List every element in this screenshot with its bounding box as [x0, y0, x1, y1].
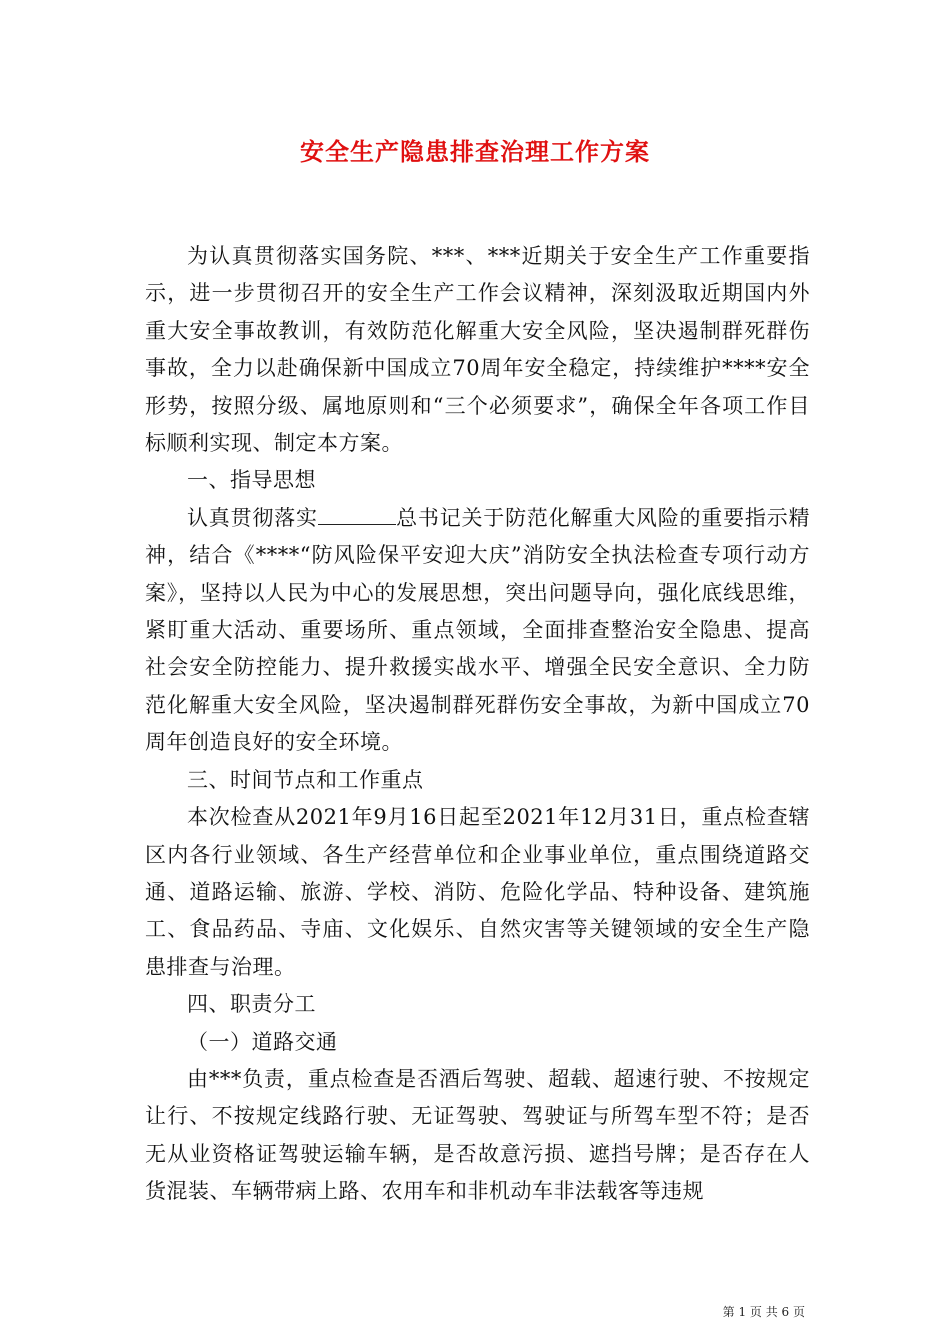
page-footer: 第 1 页 共 6 页 [722, 1305, 805, 1319]
paragraph-time-nodes: 本次检查从2021年9月16日起至2021年12月31日，重点检查辖区内各行业领域、各生产经营单位和企业事业单位，重点围绕道路交通、道路运输、旅游、学校、消防、危险化学品、特种设备、建筑施工、食品药品、寺庙、文化娱乐、自然灾害等关键领域的安全生产隐患排查与治理。 [145, 805, 810, 979]
subheading-road-traffic: （一）道路交通 [187, 1029, 338, 1054]
document-body [145, 238, 810, 1211]
heading-guiding-ideology: 一、指导思想 [187, 468, 316, 493]
heading-responsibilities: 四、职责分工 [187, 992, 316, 1017]
fill-in-blank [318, 506, 396, 525]
paragraph-road-traffic: 由***负责，重点检查是否酒后驾驶、超载、超速行驶、不按规定让行、不按规定线路行驶、无证驾驶、驾驶证与所驾车型不符；是否无从业资格证驾驶运输车辆，是否故意污损、遮挡号牌；是否存在人货混装、车辆带病上路、农用车和非机动车非法载客等违规 [145, 1066, 810, 1204]
document-title: 安全生产隐患排查治理工作方案 [300, 137, 650, 166]
paragraph-intro: 为认真贯彻落实国务院、***、***近期关于安全生产工作重要指示，进一步贯彻召开的安全生产工作会议精神，深刻汲取近期国内外重大安全事故教训，有效防范化解重大安全风险，坚决遏制群死群伤事故，全力以赴确保新中国成立70周年安全稳定，持续维护****安全形势，按照分级、属地原则和“三个必须要求”，确保全年各项工作目标顺利实现、制定本方案。 [145, 244, 810, 456]
heading-time-nodes: 三、时间节点和工作重点 [187, 767, 424, 792]
p3-after: 总书记关于防范化解重大风险的重要指示精神，结合《****“防风险保平安迎大庆”消防安全执法检查专项行动方案》，坚持以人民为中心的发展思想，突出问题导向，强化底线思维，紧盯重大活动、重要场所、重点领域，全面排查整治安全隐患、提高社会安全防控能力、提升救援实战水平、增强全民安全意识、全力防范化解重大安全风险，坚决遏制群死群伤安全事故，为新中国成立70周年创造良好的安全环境。 [145, 505, 811, 755]
p3-before: 认真贯彻落实 [187, 505, 318, 530]
paragraph-guiding-ideology [145, 500, 810, 762]
